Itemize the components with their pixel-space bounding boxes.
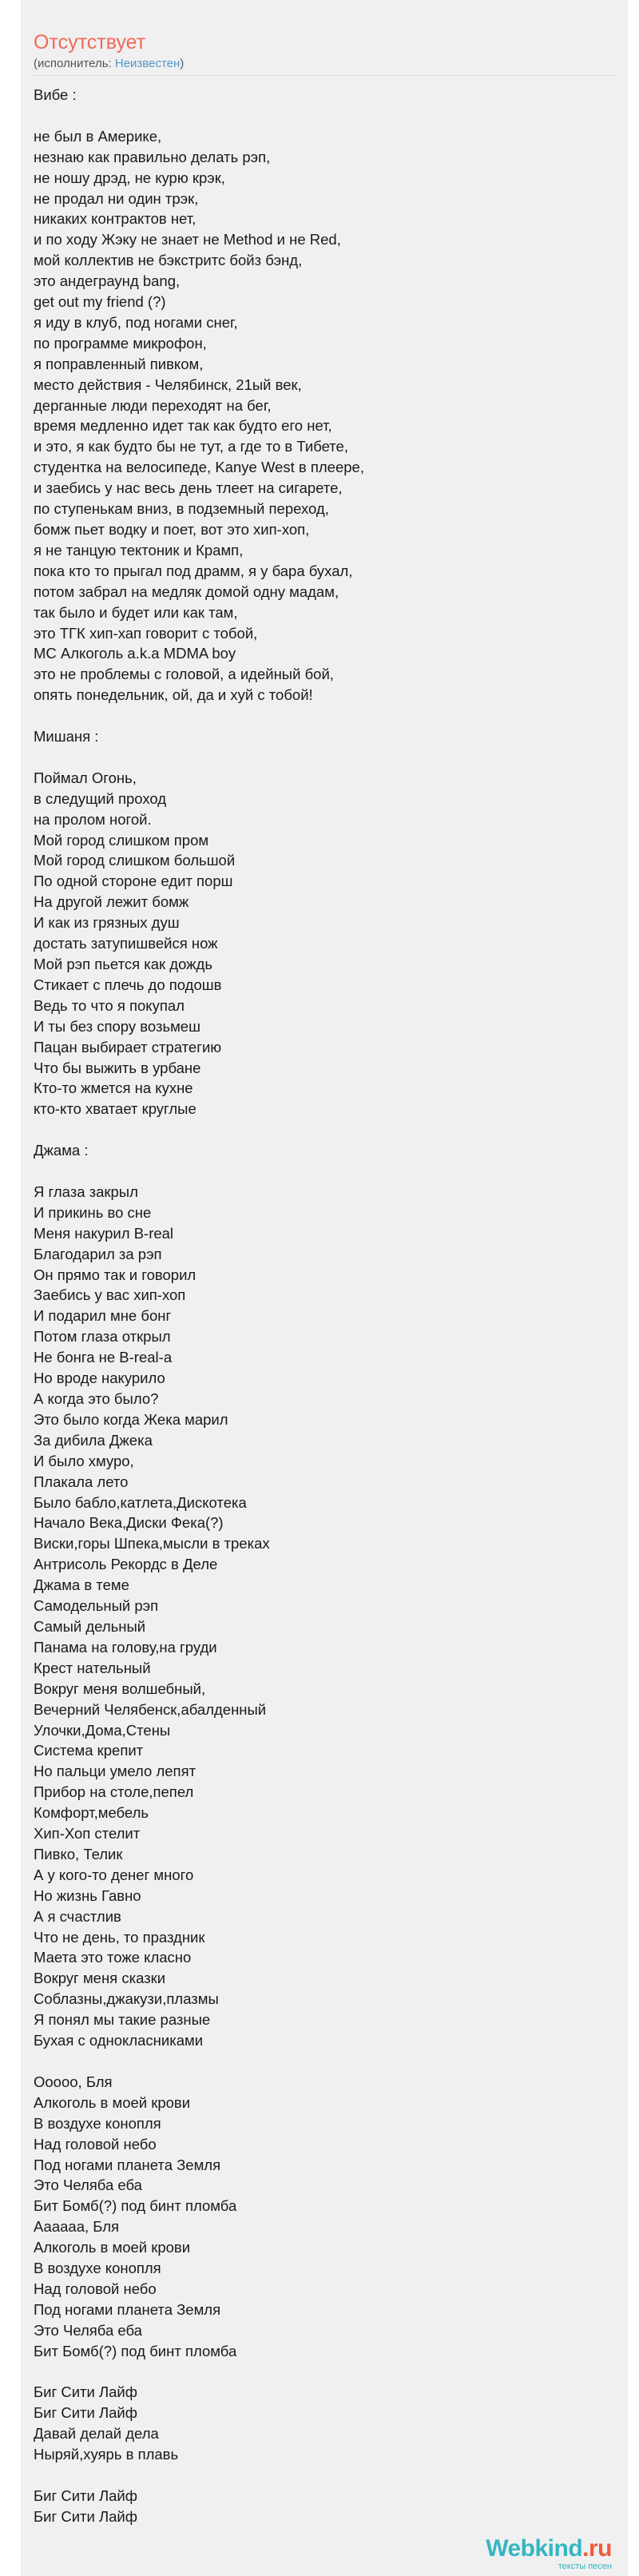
logo-wordmark	[486, 2537, 612, 2561]
lyric-line: Под ногами планета Земля	[34, 2156, 221, 2173]
lyric-line: я иду в клуб, под ногами снег,	[34, 313, 238, 331]
lyric-line: Крест нательный	[34, 1659, 151, 1676]
lyric-line: Кто-то жмется на кухне	[34, 1079, 193, 1097]
lyric-line: опять понедельник, ой, да и хуй с тобой!	[34, 686, 313, 704]
lyric-line: никаких контрактов нет,	[34, 210, 196, 228]
lyric-line: я поправленный пивком,	[34, 355, 204, 372]
lyric-line: Вибе :	[34, 86, 77, 103]
lyric-line: мой коллектив не бэкстритс бойз бэнд,	[34, 252, 303, 269]
lyric-line: место действия - Челябинск, 21ый век,	[34, 376, 302, 393]
song-title: Отсутствует	[34, 31, 146, 54]
lyric-line: Биг Сити Лайф	[34, 2487, 137, 2504]
lyric-line: Он прямо так и говорил	[34, 1266, 196, 1283]
lyric-line: Бит Бомб(?) под бинт пломба	[34, 2197, 237, 2215]
lyric-line: Вокруг меня волшебный,	[34, 1680, 206, 1697]
lyric-line: И было хмуро,	[34, 1452, 134, 1469]
lyric-line: на пролом ногой.	[34, 810, 152, 828]
lyric-blank-line	[34, 1161, 609, 1182]
logo-tagline: тексты песен	[558, 2562, 612, 2571]
lyric-line: Под ногами планета Земля	[34, 2300, 221, 2318]
lyric-line: И прикинь во сне	[34, 1203, 152, 1221]
lyric-line: Мишаня :	[34, 728, 99, 745]
lyric-line: Что бы выжить в урбане	[34, 1059, 201, 1076]
lyric-blank-line	[34, 2362, 609, 2383]
artist-suffix: )	[180, 57, 185, 70]
lyric-line: Улочки,Дома,Стены	[34, 1721, 171, 1739]
lyric-line: Комфорт,мебель	[34, 1804, 149, 1822]
lyric-line: время медленно идет так как будто его нет,	[34, 417, 332, 435]
lyric-line: Биг Сити Лайф	[34, 2507, 137, 2525]
lyric-line: Биг Сити Лайф	[34, 2404, 137, 2422]
lyric-line: Ныряй,хуярь в плавь	[34, 2446, 179, 2463]
lyric-line: Джама в теме	[34, 1576, 129, 1594]
lyric-line: бомж пьет водку и поет, вот это хип-хоп,	[34, 521, 310, 539]
lyric-line: это ТГК хип-хап говорит с тобой,	[34, 624, 258, 642]
header-divider	[34, 75, 615, 76]
lyric-line: И как из грязных душ	[34, 914, 180, 932]
lyric-line: Над головой небо	[34, 2280, 157, 2297]
lyric-blank-line	[34, 105, 609, 126]
lyric-line: Аааааа, Бля	[34, 2218, 120, 2236]
lyric-line: Биг Сити Лайф	[34, 2383, 137, 2401]
lyric-line: и по ходу Жэку не знает не Method и не Red,	[34, 231, 341, 248]
lyric-line: А когда это было?	[34, 1390, 159, 1408]
lyric-line: Панама на голову,на груди	[34, 1638, 217, 1656]
lyric-line: Благодарил за рэп	[34, 1245, 162, 1262]
lyric-line: Самодельный рэп	[34, 1597, 159, 1615]
lyric-blank-line	[34, 1119, 609, 1140]
lyric-line: Что не день, то праздник	[34, 1928, 205, 1946]
lyric-line: Маета это тоже класно	[34, 1949, 192, 1966]
lyric-line: Бухая с однокласниками	[34, 2032, 204, 2049]
lyric-line: незнаю как правильно делать рэп,	[34, 148, 271, 165]
lyric-line: не ношу дрэд, не курю крэк,	[34, 169, 225, 186]
lyrics-text	[34, 85, 609, 2527]
lyric-line: Виски,горы Шпека,мысли в треках	[34, 1535, 270, 1552]
logo-tld: .ru	[582, 2535, 612, 2562]
lyric-blank-line	[34, 747, 609, 768]
lyric-line: Это Челяба еба	[34, 2176, 142, 2194]
lyric-line: На другой лежит бомж	[34, 893, 189, 911]
lyric-line: и это, я как будто бы не тут, а где то в Тибете,	[34, 438, 348, 455]
artist-line	[34, 56, 184, 72]
lyric-line: Соблазны,джакузи,плазмы	[34, 1990, 219, 2008]
lyric-line: Пивко, Телик	[34, 1845, 123, 1862]
lyric-line: я не танцую тектоник и Крамп,	[34, 541, 244, 559]
lyric-line: потом забрал на медляк домой одну мадам,	[34, 582, 339, 600]
lyric-line: Меня накурил B-real	[34, 1224, 174, 1242]
lyric-line: Это было когда Жека марил	[34, 1410, 228, 1428]
lyric-line: Начало Века,Диски Фека(?)	[34, 1514, 224, 1532]
artist-prefix: (исполнитель:	[34, 57, 115, 70]
lyric-line: по ступенькам вниз, в подземный переход,	[34, 500, 329, 518]
lyric-line: студентка на велосипеде, Kanye West в плеере,	[34, 459, 364, 476]
lyric-line: И подарил мне бонг	[34, 1307, 172, 1325]
lyric-line: Алкоголь в моей крови	[34, 2093, 191, 2111]
lyric-line: Я понял мы такие разные	[34, 2011, 211, 2029]
lyric-line: Мой рэп пьется как дождь	[34, 956, 212, 973]
lyric-line: Стикает с плечь до подошв	[34, 976, 222, 993]
lyric-line: Антрисоль Рекордс в Деле	[34, 1556, 218, 1573]
lyric-line: Ооооо, Бля	[34, 2073, 113, 2090]
lyric-line: Но вроде накурило	[34, 1369, 165, 1387]
lyric-line: достать затупишвейся нож	[34, 935, 218, 952]
lyric-line: Было бабло,катлета,Дискотека	[34, 1493, 247, 1511]
lyric-line: В воздухе конопля	[34, 2260, 161, 2277]
lyric-line: Система крепит	[34, 1742, 144, 1759]
lyric-line: И ты без спору возьмеш	[34, 1017, 200, 1035]
lyric-line: Я глаза закрыл	[34, 1183, 138, 1200]
lyric-line: Над головой небо	[34, 2135, 157, 2153]
lyric-line: и заебись у нас весь день тлеет на сигарете,	[34, 479, 343, 497]
lyric-line: Это Челяба еба	[34, 2321, 142, 2339]
lyric-line: По одной стороне едит порш	[34, 873, 233, 890]
lyric-line: Хип-Хоп стелит	[34, 1825, 141, 1843]
lyric-line: по программе микрофон,	[34, 334, 207, 352]
site-logo[interactable]	[486, 2537, 612, 2571]
lyric-line: не был в Америке,	[34, 127, 162, 145]
lyrics-page	[21, 0, 628, 2576]
lyric-line: Поймал Огонь,	[34, 769, 137, 786]
lyric-line: MC Алкоголь a.k.a MDMA boy	[34, 645, 236, 662]
lyric-line: Мой город слишком пром	[34, 831, 209, 849]
lyric-blank-line	[34, 706, 609, 726]
lyric-line: Но пальци умело лепят	[34, 1763, 196, 1780]
lyric-line: Но жизнь Гавно	[34, 1886, 141, 1904]
lyric-line: дерганные люди переходят на бег,	[34, 396, 272, 414]
lyric-line: кто-кто хватает круглые	[34, 1100, 196, 1118]
lyric-line: Алкоголь в моей крови	[34, 2239, 191, 2256]
lyric-line: Ведь то что я покупал	[34, 996, 185, 1014]
lyric-line: Давай делай дела	[34, 2425, 159, 2443]
lyric-line: это не проблемы с головой, а идейный бой,	[34, 666, 334, 683]
lyric-line: в следущий проход	[34, 789, 167, 807]
lyric-line: Самый дельный	[34, 1617, 146, 1635]
lyric-line: Не бонга не B-real-a	[34, 1349, 173, 1366]
lyric-line: Пацан выбирает стратегию	[34, 1038, 222, 1055]
lyric-line: не продал ни один трэк,	[34, 189, 199, 207]
lyric-blank-line	[34, 2465, 609, 2486]
lyric-line: это андеграунд bang,	[34, 272, 181, 290]
lyric-line: В воздухе конопля	[34, 2114, 161, 2132]
lyric-line: Вокруг меня сказки	[34, 1970, 166, 1987]
lyric-line: get out my friend (?)	[34, 293, 166, 311]
logo-name: Webkind	[486, 2535, 583, 2562]
lyric-line: Потом глаза открыл	[34, 1328, 171, 1346]
lyric-line: За дибила Джека	[34, 1431, 153, 1449]
lyric-line: Прибор на столе,пепел	[34, 1783, 194, 1801]
lyric-line: пока кто то прыгал под драмм, я у бара бухал,	[34, 562, 353, 579]
lyric-line: Бит Бомб(?) под бинт пломба	[34, 2342, 237, 2359]
lyric-blank-line	[34, 2051, 609, 2072]
lyric-line: Заебись у вас хип-хоп	[34, 1286, 186, 1304]
lyric-line: А я счастлив	[34, 1907, 121, 1925]
artist-link[interactable]: Неизвестен	[114, 57, 181, 70]
lyric-line: Плакала лето	[34, 1473, 129, 1490]
lyric-line: Джама :	[34, 1142, 89, 1159]
lyric-line: Вечерний Челябенск,абалденный	[34, 1700, 267, 1718]
lyric-line: Мой город слишком большой	[34, 852, 236, 869]
lyric-line: так было и будет или как там,	[34, 603, 238, 621]
lyric-line: А у кого-то денег много	[34, 1866, 194, 1883]
